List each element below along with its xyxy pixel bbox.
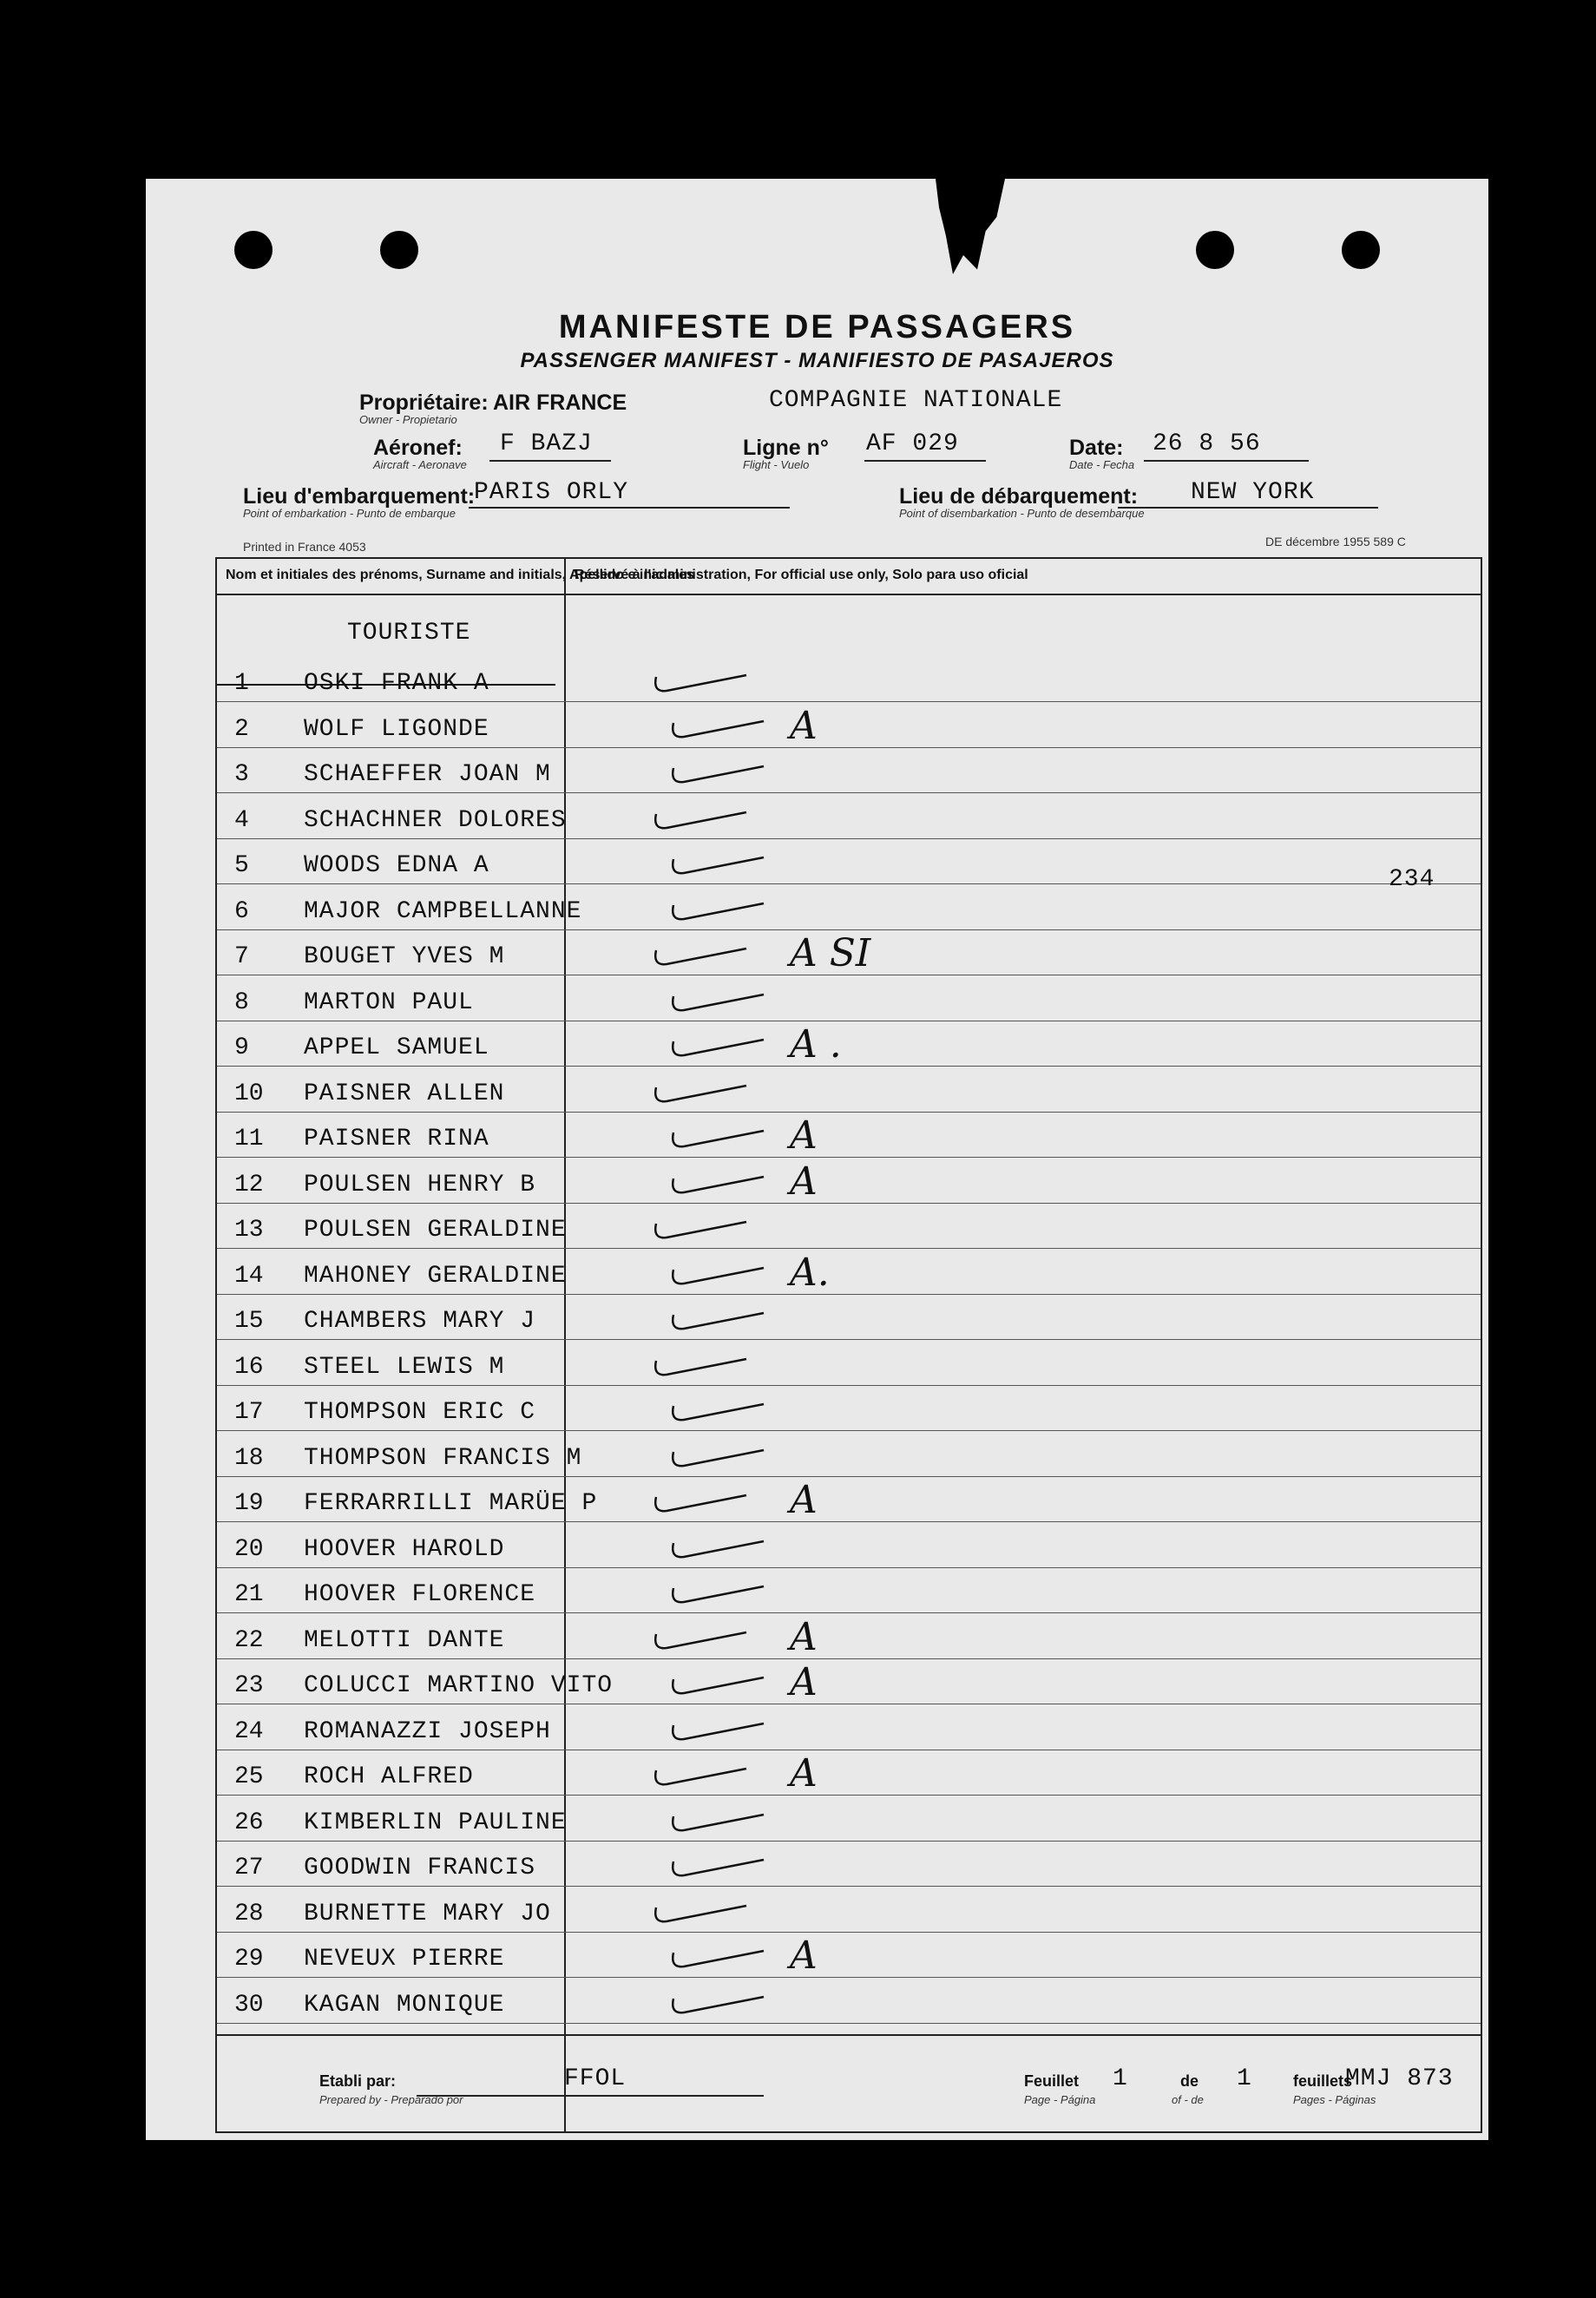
row-rule [217, 838, 1481, 839]
sheet-label: Feuillet [1024, 2072, 1080, 2090]
disembark-label: Lieu de débarquement: [899, 484, 1139, 509]
passenger-number: 25 [234, 1763, 264, 1790]
aircraft-value: F BAZJ [500, 430, 593, 457]
passenger-number: 18 [234, 1444, 264, 1472]
page-note: 234 [1389, 866, 1435, 893]
admin-mark: A [790, 1934, 818, 1978]
date-sublabel: Date - Fecha [1069, 458, 1135, 471]
check-mark-icon [651, 1760, 764, 1795]
row-rule [217, 1203, 1481, 1204]
row-rule [217, 929, 1481, 930]
row-rule [217, 1658, 1481, 1659]
passenger-number: 29 [234, 1946, 264, 1973]
passenger-number: 9 [234, 1034, 249, 1061]
of-sublabel: of - de [1172, 2093, 1204, 2106]
passenger-number: 7 [234, 943, 249, 970]
check-mark-icon [668, 758, 781, 792]
passenger-name: THOMPSON FRANCIS M [304, 1444, 582, 1472]
check-mark-icon [668, 1395, 781, 1430]
prepared-label: Etabli par: [319, 2072, 397, 2090]
passenger-name: KAGAN MONIQUE [304, 1991, 505, 2019]
passenger-number: 22 [234, 1626, 264, 1654]
passenger-name: MAJOR CAMPBELLANNE [304, 897, 582, 925]
row-rule [217, 1977, 1481, 1978]
row-rule [217, 1886, 1481, 1887]
date-value: 26 8 56 [1153, 430, 1261, 457]
passenger-name: PAISNER RINA [304, 1126, 489, 1152]
check-mark-icon [668, 1259, 781, 1294]
check-mark-icon [651, 804, 764, 838]
check-mark-icon [668, 1578, 781, 1612]
reference-number: MMJ 873 [1345, 2065, 1454, 2092]
embark-sublabel: Point of embarkation - Punto de embarque [243, 507, 456, 520]
sheet-number: 1 [1113, 2065, 1128, 2092]
check-mark-icon [668, 1304, 781, 1339]
passenger-number: 2 [234, 715, 249, 743]
passenger-number: 24 [234, 1717, 264, 1745]
passenger-number: 13 [234, 1217, 264, 1244]
disembark-sublabel: Point of disembarkation - Punto de desembarque [899, 507, 1145, 520]
line-label: Ligne n° [743, 436, 829, 460]
row-rule [217, 1795, 1481, 1796]
column-names-header: Nom et initiales des prénoms, Surname and initials, Apellido e iniciales [226, 568, 694, 582]
date-underline [1144, 460, 1309, 462]
passenger-number: 16 [234, 1353, 264, 1381]
admin-mark: A. [790, 1250, 830, 1295]
disembark-value: NEW YORK [1191, 479, 1315, 506]
row-rule [217, 1112, 1481, 1113]
row-rule [217, 792, 1481, 793]
passenger-number: 11 [234, 1126, 264, 1152]
passenger-number: 23 [234, 1672, 264, 1699]
admin-mark: A [790, 1478, 818, 1522]
row-rule [217, 1248, 1481, 1249]
table-footer [217, 2034, 1481, 2131]
check-mark-icon [668, 895, 781, 929]
passenger-number: 3 [234, 761, 249, 788]
row-rule [217, 1932, 1481, 1933]
row-rule [217, 883, 1481, 884]
sheet-sublabel: Page - Página [1024, 2093, 1096, 2106]
row-rule [217, 1339, 1481, 1340]
passenger-name: SCHAEFFER JOAN M [304, 761, 551, 788]
admin-mark: A [790, 1159, 818, 1204]
passenger-number: 14 [234, 1262, 264, 1290]
check-mark-icon [668, 1942, 781, 1977]
passenger-name: OSKI FRANK A [304, 670, 489, 697]
check-mark-icon [651, 1350, 764, 1385]
punch-hole [1196, 231, 1234, 269]
punch-hole [1342, 231, 1380, 269]
check-mark-icon [668, 1533, 781, 1567]
admin-mark: A [790, 1614, 818, 1659]
admin-mark: A [790, 1751, 818, 1796]
torn-edge [936, 179, 1005, 274]
check-mark-icon [668, 712, 781, 747]
passenger-table [215, 557, 1482, 2133]
row-rule [217, 747, 1481, 748]
check-mark-icon [668, 986, 781, 1021]
check-mark-icon [651, 1897, 764, 1932]
row-rule [217, 1476, 1481, 1477]
embark-label: Lieu d'embarquement: [243, 484, 476, 509]
passenger-number: 28 [234, 1900, 264, 1927]
passenger-number: 15 [234, 1308, 264, 1335]
passenger-name: COLUCCI MARTINO VITO [304, 1672, 614, 1699]
passenger-number: 19 [234, 1490, 264, 1517]
row-rule [217, 1385, 1481, 1386]
of-number: 1 [1237, 2065, 1252, 2092]
row-rule [217, 701, 1481, 702]
passenger-name: STEEL LEWIS M [304, 1353, 505, 1381]
check-mark-icon [668, 1988, 781, 2023]
passenger-number: 17 [234, 1399, 264, 1426]
passenger-name: ROCH ALFRED [304, 1763, 474, 1790]
passenger-name: APPEL SAMUEL [304, 1034, 489, 1061]
line-underline [864, 460, 986, 462]
form-code: DE décembre 1955 589 C [1265, 535, 1406, 548]
check-mark-icon [668, 849, 781, 883]
owner-company: COMPAGNIE NATIONALE [769, 387, 1063, 414]
prepared-value: FFOL [564, 2065, 627, 2092]
passenger-number: 1 [234, 670, 249, 697]
passenger-number: 10 [234, 1080, 264, 1107]
passenger-name: MAHONEY GERALDINE [304, 1262, 567, 1290]
owner-value: AIR FRANCE [493, 391, 627, 415]
row-rule [217, 1294, 1481, 1295]
admin-mark: A SI [790, 931, 871, 975]
row-rule [217, 2023, 1481, 2024]
row-rule [217, 1612, 1481, 1613]
disembark-underline [1118, 507, 1378, 509]
row-rule [217, 1841, 1481, 1842]
row-rule [217, 1157, 1481, 1158]
check-mark-icon [651, 1624, 764, 1658]
prepared-sublabel: Prepared by - Preparado por [319, 2093, 463, 2106]
passenger-name: GOODWIN FRANCIS [304, 1855, 536, 1881]
admin-mark: A [790, 1113, 818, 1158]
table-header [217, 559, 1481, 595]
check-mark-icon [651, 1213, 764, 1248]
passenger-number: 27 [234, 1855, 264, 1881]
passenger-name: POULSEN HENRY B [304, 1171, 536, 1198]
passenger-name: HOOVER FLORENCE [304, 1581, 536, 1608]
punch-hole [234, 231, 273, 269]
passenger-name: MELOTTI DANTE [304, 1626, 505, 1654]
check-mark-icon [668, 1851, 781, 1886]
of-label: de [1180, 2072, 1199, 2090]
sheets-label: feuillets [1293, 2072, 1353, 2090]
passenger-number: 4 [234, 806, 249, 834]
line-value: AF 029 [866, 430, 959, 457]
passenger-name: THOMPSON ERIC C [304, 1399, 536, 1426]
aircraft-label: Aéronef: [373, 436, 463, 460]
passenger-name: ROMANAZZI JOSEPH [304, 1717, 551, 1745]
check-mark-icon [651, 666, 764, 701]
passenger-name: CHAMBERS MARY J [304, 1308, 536, 1335]
passenger-name: SCHACHNER DOLORES [304, 806, 567, 834]
line-sublabel: Flight - Vuelo [743, 458, 810, 471]
check-mark-icon [668, 1122, 781, 1157]
row-rule [217, 1430, 1481, 1431]
passenger-number: 26 [234, 1809, 264, 1836]
passenger-name: NEVEUX PIERRE [304, 1946, 505, 1973]
passenger-number: 8 [234, 988, 249, 1016]
section-label: TOURISTE [347, 620, 471, 647]
row-rule [217, 1567, 1481, 1568]
column-divider [564, 559, 566, 2131]
check-mark-icon [668, 1806, 781, 1841]
passenger-name: HOOVER HAROLD [304, 1535, 505, 1563]
embark-underline [469, 507, 790, 509]
check-mark-icon [668, 1715, 781, 1750]
passenger-name: KIMBERLIN PAULINE [304, 1809, 567, 1836]
passenger-name: BOUGET YVES M [304, 943, 505, 970]
check-mark-icon [668, 1669, 781, 1704]
column-admin-header: Réservé à l'administration, For official use only, Solo para uso oficial [575, 568, 1028, 582]
date-label: Date: [1069, 436, 1124, 460]
passenger-name: WOODS EDNA A [304, 852, 489, 879]
row-rule [217, 1521, 1481, 1522]
punch-hole [380, 231, 418, 269]
passenger-number: 20 [234, 1535, 264, 1563]
printed-note: Printed in France 4053 [243, 540, 366, 554]
aircraft-sublabel: Aircraft - Aeronave [373, 458, 467, 471]
check-mark-icon [651, 1487, 764, 1521]
passenger-number: 5 [234, 852, 249, 879]
passenger-name: WOLF LIGONDE [304, 715, 489, 743]
aircraft-underline [489, 460, 611, 462]
check-mark-icon [651, 940, 764, 975]
passenger-number: 12 [234, 1171, 264, 1198]
passenger-number: 6 [234, 897, 249, 925]
passenger-name: PAISNER ALLEN [304, 1080, 505, 1107]
admin-mark: A . [790, 1022, 842, 1067]
admin-mark: A [790, 703, 818, 748]
check-mark-icon [668, 1168, 781, 1203]
passenger-number: 30 [234, 1991, 264, 2019]
sheets-sublabel: Pages - Páginas [1293, 2093, 1376, 2106]
document-subtitle: PASSENGER MANIFEST - MANIFIESTO DE PASAJEROS [520, 349, 1114, 372]
owner-sublabel: Owner - Propietario [359, 413, 457, 426]
passenger-name: MARTON PAUL [304, 988, 474, 1016]
passenger-name: FERRARRILLI MARÜE P [304, 1490, 598, 1517]
check-mark-icon [668, 1031, 781, 1066]
check-mark-icon [651, 1077, 764, 1112]
document-title: MANIFESTE DE PASSAGERS [558, 309, 1076, 345]
owner-label: Propriétaire: [359, 391, 489, 415]
passenger-name: POULSEN GERALDINE [304, 1217, 567, 1244]
row-rule [217, 1066, 1481, 1067]
prepared-underline [417, 2095, 764, 2097]
passenger-number: 21 [234, 1581, 264, 1608]
check-mark-icon [668, 1441, 781, 1476]
passenger-name: BURNETTE MARY JO [304, 1900, 551, 1927]
strike-line [217, 684, 555, 686]
admin-mark: A [790, 1660, 818, 1704]
embark-value: PARIS ORLY [474, 479, 629, 506]
manifest-sheet [146, 179, 1488, 2140]
